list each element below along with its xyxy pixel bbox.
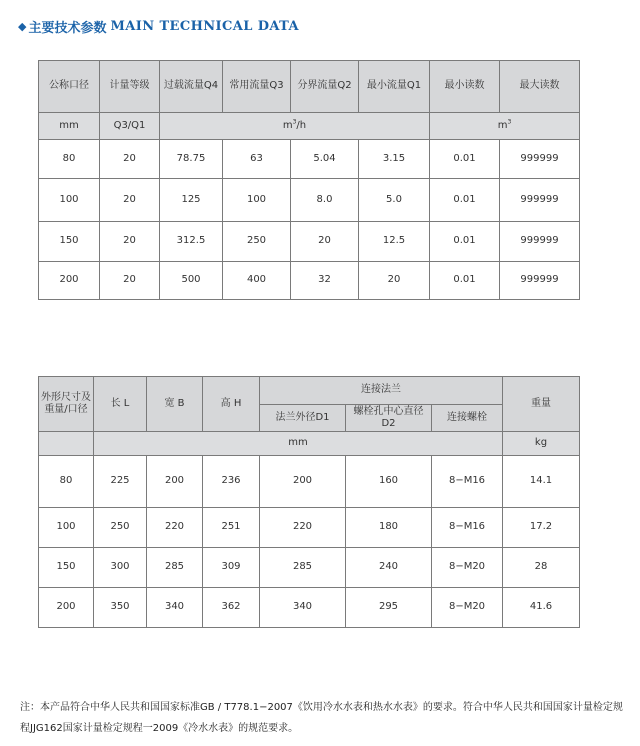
table-cell: 125 [160, 179, 223, 222]
table-cell: 28 [503, 548, 580, 588]
table-cell: 300 [94, 548, 147, 588]
table-cell: 999999 [500, 262, 580, 300]
table-cell: 12.5 [359, 222, 430, 262]
table-cell: 312.5 [160, 222, 223, 262]
unit-grade: Q3/Q1 [100, 113, 160, 140]
table-row [39, 588, 580, 628]
header-size-weight: 外形尺寸及 重量/口径 [39, 377, 94, 432]
table-cell: 20 [100, 262, 160, 300]
table-cell: 250 [94, 508, 147, 548]
header-permanent-flow: 常用流量Q3 [223, 61, 291, 113]
heading-title-cn: 主要技术参数 [28, 20, 107, 36]
table-cell: 251 [203, 508, 260, 548]
unit-kg: kg [503, 432, 580, 456]
table-cell: 500 [160, 262, 223, 300]
table-cell: 0.01 [430, 179, 500, 222]
table-cell: 200 [147, 456, 203, 508]
table-cell: 0.01 [430, 140, 500, 179]
dimension-table-header-row [39, 377, 580, 405]
unit-mm: mm [94, 432, 503, 456]
table-row [39, 140, 580, 179]
table-cell: 340 [260, 588, 346, 628]
table-cell: 80 [39, 456, 94, 508]
heading-title-en: MAIN TECHNICAL DATA [110, 18, 300, 34]
table-cell: 20 [291, 222, 359, 262]
table-cell: 3.15 [359, 140, 430, 179]
table-cell: 200 [260, 456, 346, 508]
header-min-reading: 最小读数 [430, 61, 500, 113]
header-flange: 连接法兰 [260, 377, 503, 405]
unit-reading: $m^3$ [430, 113, 580, 140]
header-nominal-diameter: 公称口径 [39, 61, 100, 113]
table-cell: 350 [94, 588, 147, 628]
unit-diameter: mm [39, 113, 100, 140]
table-row [39, 456, 580, 508]
unit-empty-cell [39, 432, 94, 456]
header-weight: 重量 [503, 377, 580, 432]
section-heading [18, 14, 299, 38]
table-cell: 8−M16 [432, 456, 503, 508]
table-row [39, 222, 580, 262]
table-cell: 160 [346, 456, 432, 508]
standards-note: 注：本产品符合中华人民共和国国家标准GB / T778.1−2007《饮用冷水水表和热水水表》的要求。符合中华人民共和国国家计量检定规程JJG162国家计量检定规程一2009《冷水水表》的规范要求。 [20, 702, 623, 734]
table-cell: 309 [203, 548, 260, 588]
table-cell: 20 [100, 140, 160, 179]
table-cell: 17.2 [503, 508, 580, 548]
table-cell: 150 [39, 222, 100, 262]
table-row [39, 262, 580, 300]
table-cell: 20 [359, 262, 430, 300]
header-metering-grade: 计量等级 [100, 61, 160, 113]
table-cell: 225 [94, 456, 147, 508]
header-max-reading: 最大读数 [500, 61, 580, 113]
flow-table-header-row [39, 61, 580, 113]
table-cell: 999999 [500, 222, 580, 262]
table-cell: 8−M20 [432, 548, 503, 588]
flow-data-table [38, 60, 580, 300]
header-height: 高 H [203, 377, 260, 432]
table-cell: 100 [39, 508, 94, 548]
table-cell: 200 [39, 262, 100, 300]
table-cell: 14.1 [503, 456, 580, 508]
table-cell: 32 [291, 262, 359, 300]
table-cell: 20 [100, 179, 160, 222]
table-cell: 362 [203, 588, 260, 628]
header-transitional-flow: 分界流量Q2 [291, 61, 359, 113]
table-cell: 285 [147, 548, 203, 588]
table-cell: 41.6 [503, 588, 580, 628]
table-cell: 220 [260, 508, 346, 548]
table-cell: 80 [39, 140, 100, 179]
header-overload-flow: 过载流量Q4 [160, 61, 223, 113]
header-length: 长 L [94, 377, 147, 432]
header-width: 宽 B [147, 377, 203, 432]
table-cell: 5.04 [291, 140, 359, 179]
table-row [39, 179, 580, 222]
table-cell: 8−M16 [432, 508, 503, 548]
table-cell: 8.0 [291, 179, 359, 222]
header-flange-od: 法兰外径D1 [260, 405, 346, 432]
table-cell: 0.01 [430, 222, 500, 262]
dimension-data-table [38, 376, 580, 628]
table-cell: 285 [260, 548, 346, 588]
table-row [39, 548, 580, 588]
table-cell: 5.0 [359, 179, 430, 222]
table-cell: 150 [39, 548, 94, 588]
table-row [39, 508, 580, 548]
table-cell: 236 [203, 456, 260, 508]
table-cell: 250 [223, 222, 291, 262]
table-cell: 20 [100, 222, 160, 262]
table-cell: 999999 [500, 140, 580, 179]
table-cell: 400 [223, 262, 291, 300]
unit-flow: $m^3/h$ [160, 113, 430, 140]
table-cell: 63 [223, 140, 291, 179]
table-cell: 220 [147, 508, 203, 548]
table-cell: 100 [223, 179, 291, 222]
table-cell: 340 [147, 588, 203, 628]
header-minimum-flow: 最小流量Q1 [359, 61, 430, 113]
table-cell: 180 [346, 508, 432, 548]
table-cell: 100 [39, 179, 100, 222]
dimension-table-unit-row [39, 432, 580, 456]
diamond-bullet-icon: ◆ [18, 19, 27, 33]
header-bolt: 连接螺栓 [432, 405, 503, 432]
table-cell: 8−M20 [432, 588, 503, 628]
table-cell: 200 [39, 588, 94, 628]
table-cell: 0.01 [430, 262, 500, 300]
table-cell: 295 [346, 588, 432, 628]
flow-table-unit-row [39, 113, 580, 140]
header-bolt-circle: 螺栓孔中心直径D2 [346, 405, 432, 432]
table-cell: 78.75 [160, 140, 223, 179]
table-cell: 999999 [500, 179, 580, 222]
table-cell: 240 [346, 548, 432, 588]
